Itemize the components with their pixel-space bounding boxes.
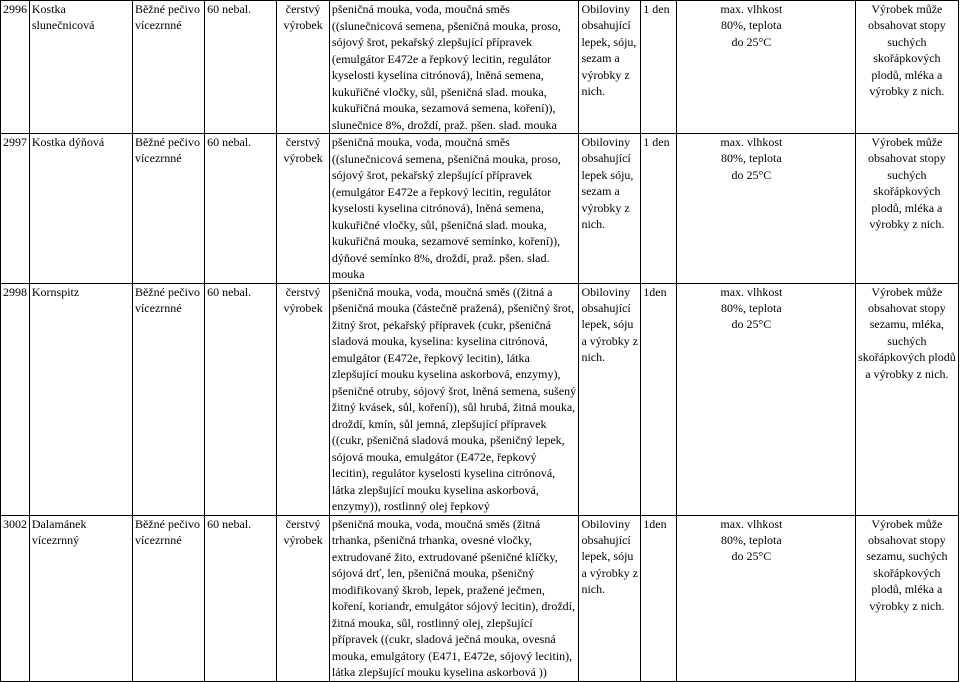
composition-text: pšeničná mouka, voda, moučná směs ((žitná a pšeničná mouka (částečně pražená), pšeničný šrot, žitný šrot, pekařský přípravek (cukr, pšeničná sladová mouka, kyselina: kyselina citrónová, emulgátor (E472e, řepkový lecitin), látka zlepšující mouku kyselina askorbová, enzymy), pšeničné otruby, sójový šrot, lněná semena, sušený žitný kvásek, sůl, koření)), sůl hrubá, žitná mouka, droždí, kmín, sůl jemná, zlepšující přípravek ((cukr, pšeničná sladová mouka, pšeničný lepek, sójová mouka, emulgátor (E472e, řepkový lecitin), regulátor kyselosti kyselina citrónová, látka zlepšující mouku kyselina askorbová, enzymy)), rostlinný olej řepkový — [331, 284, 577, 513]
table-row — [1, 134, 959, 284]
weight-value: 60 — [207, 2, 220, 16]
product-id: 2996 — [1, 1, 30, 134]
product-weight — [205, 134, 277, 284]
product-id: 2997 — [1, 134, 30, 284]
product-name: Dalamánek vícezrnný — [29, 515, 132, 681]
table-row — [1, 283, 959, 515]
product-shelf-life: 1den — [641, 283, 677, 515]
product-weight — [205, 283, 277, 515]
product-type: čerstvý výrobek — [277, 134, 330, 284]
weight-unit: nebal. — [222, 284, 252, 299]
product-storage — [677, 283, 855, 515]
composition-text: pšeničná mouka, voda, moučná směs (žitná trhanka, pšeničná trhanka, ovesné vločky, extrudované žito, extrudované pšeničné klíčky, sójová drť, len, pšeničná mouka, pšeničný modifikovaný škrob, lepek, pražené ječmen, koření, koriandr, emulgátor sójový lecitin), droždí, žitná mouka, sůl, rostlinný olej, zlepšující přípravek ((cukr, sladová ječná mouka, ovesná mouka, emulgátory (E471, E472e, sójový lecitin), látka zlepšující mouku kyselina askorbová )) — [331, 516, 576, 679]
weight-unit: nebal. — [222, 516, 252, 531]
weight-unit: nebal. — [222, 135, 252, 149]
product-name: Kornspitz — [29, 283, 132, 515]
product-name: Kostka dýňová — [29, 134, 132, 284]
product-group: Běžné pečivo vícezrnné — [132, 134, 204, 284]
product-composition — [329, 1, 579, 134]
product-weight — [205, 515, 277, 681]
product-shelf-life: 1den — [641, 515, 677, 681]
composition-text: pšeničná mouka, voda, moučná směs ((slunečnicová semena, pšeničná mouka, proso, sójový šrot, pekařský zlepšující přípravek (emulgátor E472e a řepkový lecitin, regulátor kyselosti kyselina citrónová), lněná semena, kukuřičné vločky, sůl, pšeničná slad. mouka, kukuřičná mouka, sezamové semínko, koření)), dýňové semínko 8%, droždí, praž. pšen. slad. mouka — [331, 135, 561, 281]
product-allergens: Obiloviny obsahující lepek, sóju a výrobky z nich. — [579, 515, 641, 681]
product-weight — [205, 1, 277, 134]
product-type: čerstvý výrobek — [277, 515, 330, 681]
weight-value: 60 — [207, 135, 220, 149]
product-shelf-life: 1 den — [641, 1, 677, 134]
product-allergens: Obiloviny obsahující lepek, sóju a výrobky z nich. — [579, 283, 641, 515]
table-row — [1, 1, 959, 134]
table-row — [1, 515, 959, 681]
product-name: Kostka slunečnicová — [29, 1, 132, 134]
product-allergens: Obiloviny obsahující lepek, sóju, sezam a výrobky z nich. — [579, 1, 641, 134]
product-type: čerstvý výrobek — [277, 283, 330, 515]
product-group: Běžné pečivo vícezrnné — [132, 1, 204, 134]
product-type: čerstvý výrobek — [277, 1, 330, 134]
weight-value: 60 — [207, 284, 220, 299]
product-note: Výrobek může obsahovat stopy sezamu, suchých skořápkových plodů, mléka a výrobky z nich. — [855, 515, 958, 681]
storage-text: max. vlhkost 80%, teplota do 25°C — [720, 516, 783, 564]
product-note: Výrobek může obsahovat stopy suchých skořápkových plodů, mléka a výrobky z nich. — [855, 134, 958, 284]
product-note: Výrobek může obsahovat stopy suchých skořápkových plodů, mléka a výrobky z nich. — [855, 1, 958, 134]
composition-text: pšeničná mouka, voda, moučná směs ((slunečnicová semena, pšeničná mouka, proso, sójový šrot, pekařský zlepšující přípravek (emulgátor E472e a řepkový lecitin, regulátor kyselosti kyselina citrónová), lněná semena, kukuřičné vločky, sůl, pšeničná slad. mouka, kukuřičná mouka, sezamová semena, koření)), slunečnice 8%, droždí, praž. pšen. slad. mouka — [331, 2, 561, 132]
product-group: Běžné pečivo vícezrnné — [132, 283, 204, 515]
product-composition — [329, 515, 579, 681]
product-id: 3002 — [1, 515, 30, 681]
storage-text: max. vlhkost 80%, teplota do 25°C — [720, 2, 783, 49]
storage-text: max. vlhkost 80%, teplota do 25°C — [720, 135, 783, 182]
product-composition — [329, 283, 579, 515]
product-group: Běžné pečivo vícezrnné — [132, 515, 204, 681]
product-allergens: Obiloviny obsahující lepek sóju, sezam a výrobky z nich. — [579, 134, 641, 284]
product-composition — [329, 134, 579, 284]
product-shelf-life: 1 den — [641, 134, 677, 284]
weight-unit: nebal. — [222, 2, 252, 16]
product-id: 2998 — [1, 283, 30, 515]
storage-text: max. vlhkost 80%, teplota do 25°C — [720, 284, 783, 332]
product-storage — [677, 134, 855, 284]
weight-value: 60 — [207, 516, 220, 531]
product-note: Výrobek může obsahovat stopy sezamu, mléka, suchých skořápkových plodů a výrobky z nich. — [855, 283, 958, 515]
product-storage — [677, 515, 855, 681]
product-storage — [677, 1, 855, 134]
